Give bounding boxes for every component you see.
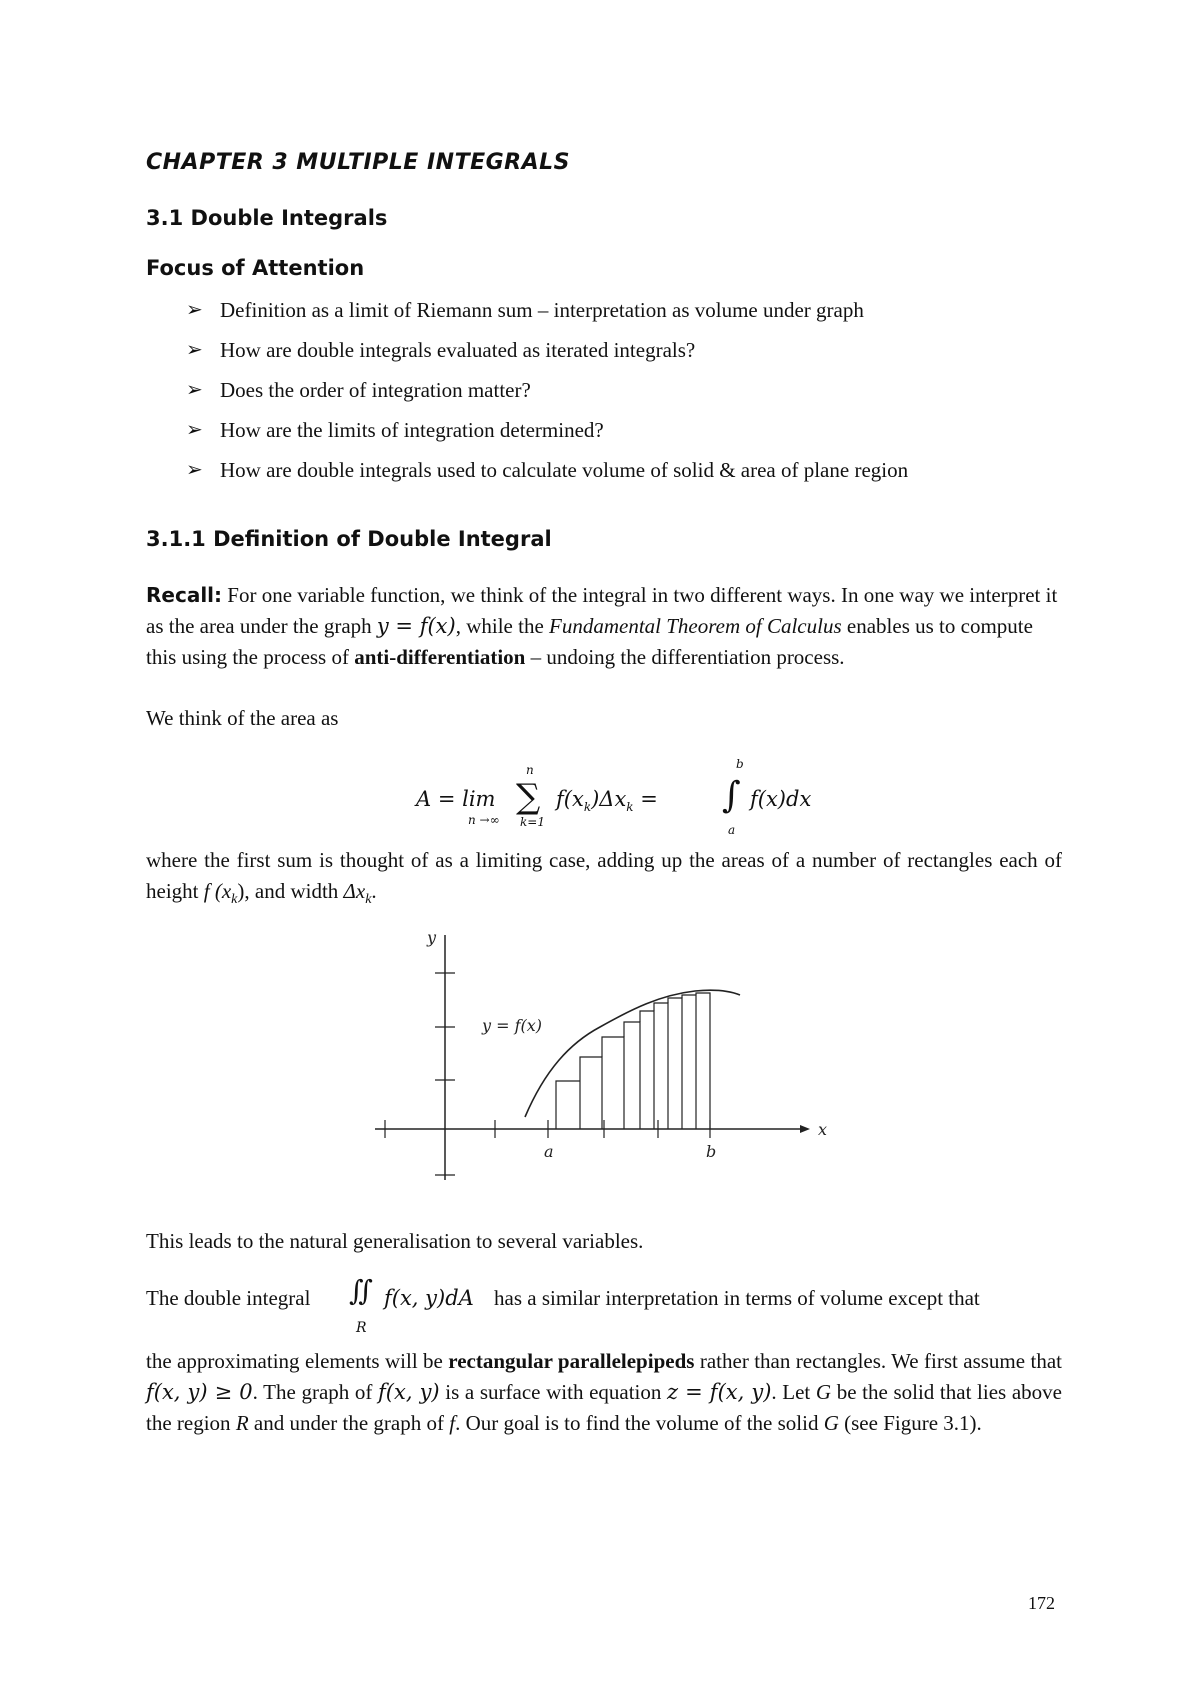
focus-title: Focus of Attention (146, 256, 365, 280)
recall-paragraph: Recall: For one variable function, we think of the integral in two different ways. In one way we interpret it as the area under the graph y = f(x), while the Fundamental Theorem of Calculus enables us to compute this using the process of anti-differentiation – undoing the differentiation process. (146, 583, 1058, 669)
generalisation-text: This leads to the natural generalisation to several variables. (146, 1229, 644, 1253)
list-item: ➢ How are the limits of integration determined? (186, 418, 604, 442)
x-axis-label: x (818, 1120, 828, 1139)
arrow-bullet-icon: ➢ (186, 459, 203, 481)
curve-y-fx (525, 990, 740, 1117)
a-label: a (544, 1142, 554, 1161)
list-item: ➢ How are double integrals evaluated as iterated integrals? (186, 338, 696, 362)
page-number: 172 (1028, 1593, 1055, 1613)
theorem-name: Fundamental Theorem of Calculus (549, 614, 842, 638)
formula-explanation: where the first sum is thought of as a limiting case, adding up the areas of a number of rectangles each of height f $(x_k)$, and width $\Delta x_k$. (146, 848, 1062, 908)
riemann-sum-figure (370, 925, 830, 1200)
riemann-sum-plot (370, 925, 830, 1195)
equation-y-fx: y = f(x) (376, 614, 456, 638)
arrow-bullet-icon: ➢ (186, 339, 203, 361)
list-item: ➢ How are double integrals used to calculate volume of solid & area of plane region (186, 458, 909, 482)
double-integral-sign: ∬ (349, 1274, 373, 1307)
section-title: 3.1 Double Integrals (146, 206, 388, 230)
region-label: R (356, 1320, 367, 1336)
focus-list (186, 297, 908, 497)
chapter-title: CHAPTER 3 MULTIPLE INTEGRALS (146, 150, 570, 175)
bold-term: rectangular parallelepipeds (448, 1349, 695, 1373)
b-label: b (706, 1142, 717, 1161)
arrow-bullet-icon: ➢ (186, 379, 203, 401)
subsection-title: 3.1.1 Definition of Double Integral (146, 527, 552, 551)
arrow-bullet-icon: ➢ (186, 299, 203, 321)
list-item: ➢ Does the order of integration matter? (186, 378, 531, 402)
y-axis-label: y (427, 928, 437, 947)
arrow-bullet-icon: ➢ (186, 419, 203, 441)
bold-term: anti-differentiation (354, 645, 526, 669)
curve-label: y = f(x) (482, 1016, 543, 1035)
area-intro: We think of the area as (146, 706, 339, 730)
final-paragraph: the approximating elements will be rectangular parallelepipeds rather than rectangles. We first assume that f(x, y) ≥ 0. The graph of f(x, y) is a surface with equation z = f(x, y). Let G be the solid that lies above the region R and under the graph of f. Our goal is to find the volume of the solid G (see Figure 3.1). (146, 1349, 1062, 1435)
recall-label: Recall: (146, 583, 223, 607)
x-axis-arrow-icon (800, 1125, 810, 1133)
double-integrand: f(x, y)dA (384, 1286, 474, 1310)
list-item: ➢ Definition as a limit of Riemann sum – interpretation as volume under graph (186, 298, 864, 322)
double-integral-line: The double integral ∬ R f(x, y)dA has a similar interpretation in terms of volume except that (146, 1283, 1062, 1343)
riemann-rectangles (556, 993, 710, 1129)
